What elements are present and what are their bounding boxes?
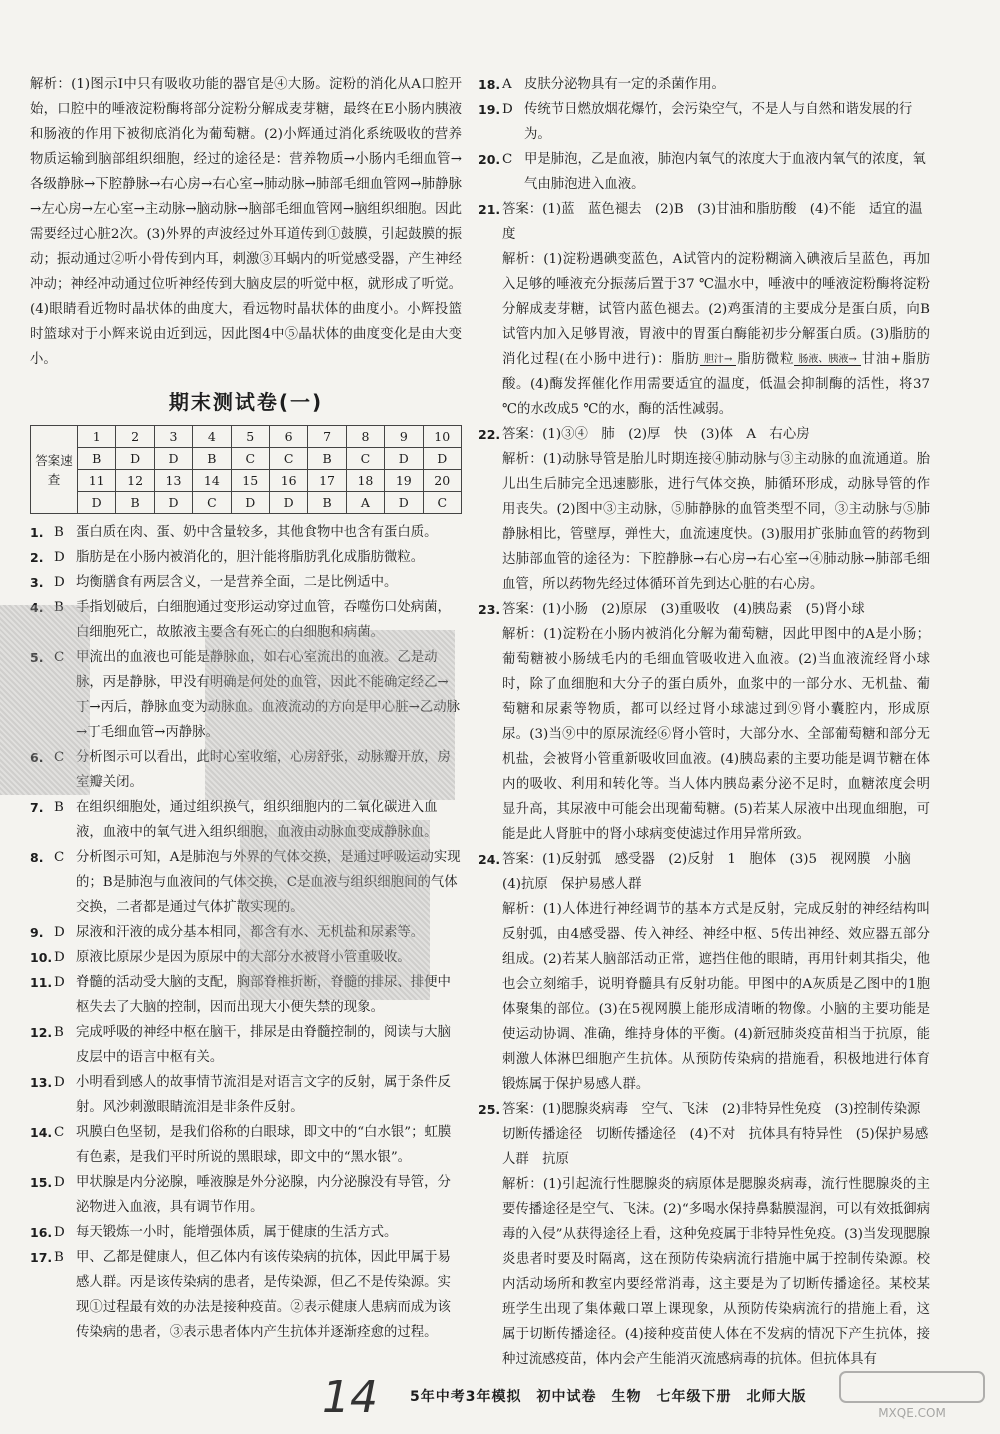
answer-letter-cell: B	[116, 492, 154, 514]
answer-letter-cell: A	[346, 492, 384, 514]
answer-letter-cell: B	[308, 448, 346, 470]
item-explanation: 小明看到感人的故事情节流泪是对语言文字的反射，属于条件反射。风沙刺激眼睛流泪是非条件反射。	[76, 1075, 451, 1115]
answer-letter-cell: C	[269, 448, 307, 470]
item-number: 4.	[30, 600, 44, 615]
answer-letter-cell: D	[154, 492, 192, 514]
item-number: 7.	[30, 800, 44, 815]
answer-number-cell: 1	[78, 426, 116, 448]
item-explanation: 脊髓的活动受大脑的支配，胸部脊椎折断，脊髓的排尿、排便中枢失去了大脑的控制，因而出现大小便失禁的现象。	[76, 975, 451, 1015]
answer-letter-cell: D	[78, 492, 116, 514]
item-answer-letter: A	[502, 77, 512, 92]
q21-answer: 答案：(1)蓝 蓝色褪去 (2)B (3)甘油和脂肪酸 (4)不能 适宜的温度	[502, 202, 923, 242]
item-number: 19.	[478, 102, 501, 117]
item-answer-letter: D	[54, 1225, 65, 1240]
item-explanation: 每天锻炼一小时，能增强体质，属于健康的生活方式。	[76, 1225, 398, 1240]
item-number: 17.	[30, 1250, 53, 1265]
item-number: 1.	[30, 525, 44, 540]
answer-table-label: 答案速查	[31, 426, 78, 514]
item-explanation: 均衡膳食有两层含义，一是营养全面，二是比例适中。	[76, 575, 398, 590]
item-number: 8.	[30, 850, 44, 865]
item-number: 2.	[30, 550, 44, 565]
answer-item	[478, 147, 930, 197]
item-number: 22.	[478, 427, 501, 442]
arrow-enzyme: 肠液、胰液→	[794, 354, 860, 366]
item-explanation: 分析图示可知，A是肺泡与外界的气体交换，是通过呼吸运动实现的；B是肺泡与血液间的气体交换，C是血液与组织细胞间的气体交换，二者都是通过气体扩散实现的。	[76, 850, 461, 915]
right-answer-list	[478, 72, 930, 197]
item-answer: 答案：(1)小肠 (2)原尿 (3)重吸收 (4)胰岛素 (5)肾小球	[502, 602, 865, 617]
item-answer: 答案：(1)腮腺炎病毒 空气、飞沫 (2)非特异性免疫 (3)控制传染源 切断传播途径 切断传播途径 (4)不对 抗体具有特异性 (5)保护易感人群 抗原	[502, 1102, 934, 1167]
item-explanation: 解析：(1)人体进行神经调节的基本方式是反射，完成反射的神经结构叫反射弧，由4感受器、传入神经、神经中枢、5传出神经、效应器五部分组成。(2)若某人脑部活动正常，遮挡住他的眼睛，再用针刺其指尖，他也会立刻缩手，说明脊髓具有反射功能。甲图中的A灰质是乙图中的1胞体聚集的部位。(3)在5视网膜上能形成清晰的物像。小脑的主要功能是使运动协调、准确，维持身体的平衡。(4)新冠肺炎疫苗相当于抗原，能刺激人体淋巴细胞产生抗体。从预防传染病的措施看，积极地进行体育锻炼属于保护易感人群。	[502, 902, 930, 1092]
answer-item	[478, 97, 930, 147]
item-number: 13.	[30, 1075, 53, 1090]
item-number: 14.	[30, 1125, 53, 1140]
item-explanation: 甲是肺泡，乙是血液，肺泡内氧气的浓度大于血液内氧气的浓度，氧气由肺泡进入血液。	[524, 152, 926, 192]
item-answer-letter: C	[502, 152, 513, 167]
answer-letter-cell: D	[385, 448, 423, 470]
item-answer-letter: D	[54, 1075, 65, 1090]
item-explanation: 手指划破后，白细胞通过变形运动穿过血管，吞噬伤口处病菌，白细胞死亡，故脓液主要含有死亡的白细胞和病菌。	[76, 600, 451, 640]
item-number: 23.	[478, 602, 501, 617]
item-answer-letter: D	[54, 575, 65, 590]
right-column	[478, 72, 934, 1372]
item-number: 3.	[30, 575, 44, 590]
item-answer-letter: B	[54, 525, 64, 540]
answer-item	[30, 545, 462, 570]
answer-number-cell: 4	[193, 426, 231, 448]
item-explanation: 在组织细胞处，通过组织换气，组织细胞内的二氧化碳进入血液，血液中的氧气进入组织细胞，血液由动脉血变成静脉血。	[76, 800, 438, 840]
intro-paragraph: 解析：(1)图示Ⅰ中只有吸收功能的器官是④大肠。淀粉的消化从A口腔开始，口腔中的唾液淀粉酶将部分淀粉分解成麦芽糖，最终在E小肠内胰液和肠液的作用下被彻底消化为葡萄糖。(2)小辉通过消化系统吸收的营养物质运输到脑部组织细胞，经过的途径是：营养物质→小肠内毛细血管→各级静脉→下腔静脉→右心房→右心室→肺动脉→肺部毛细血管网→肺静脉→左心房→左心室→主动脉→脑动脉→脑部毛细血管网→脑组织细胞。因此需要经过心脏2次。(3)外界的声波经过外耳道传到①鼓膜，引起鼓膜的振动；振动通过②听小骨传到内耳，刺激③耳蜗内的听觉感受器，产生神经冲动；神经冲动通过位听神经传到大脑皮层的听觉中枢，就形成了听觉。(4)眼睛看近物时晶状体的曲度大，看远物时晶状体的曲度小。小辉投篮时篮球对于小辉来说由近到远，因此图4中⑤晶状体的曲度变化是由大变小。	[30, 77, 462, 367]
answer-number-cell: 8	[346, 426, 384, 448]
answer-letter-cell: D	[154, 448, 192, 470]
answer-number-cell: 2	[116, 426, 154, 448]
answer-number-cell: 9	[385, 426, 423, 448]
item-answer-letter: B	[54, 1025, 64, 1040]
exam-title: 期末测试卷(一)	[168, 390, 324, 414]
item-number: 25.	[478, 1102, 501, 1117]
answer-number-cell: 17	[308, 470, 346, 492]
answer-number-cell: 19	[385, 470, 423, 492]
item-number: 18.	[478, 77, 501, 92]
answer-number-cell: 10	[423, 426, 461, 448]
handwritten-page-number: 14	[322, 1372, 378, 1423]
svg-text:MXQE.COM: MXQE.COM	[878, 1406, 946, 1420]
item-answer-letter: C	[54, 1125, 65, 1140]
item-number: 20.	[478, 152, 501, 167]
answer-item	[30, 1245, 462, 1345]
answer-letter-cell: D	[269, 492, 307, 514]
answer-number-cell: 16	[269, 470, 307, 492]
q21-end: 甘油+脂肪酸。(4)酶发挥催化作用需要适宜的温度，低温会抑制酶的活性，将37 ℃的水改成5 ℃的水，酶的活性减弱。	[502, 352, 930, 417]
item-explanation: 完成呼吸的神经中枢在脑干，排尿是由脊髓控制的，阅读与大脑皮层中的语言中枢有关。	[76, 1025, 451, 1065]
item-explanation: 甲流出的血液也可能是静脉血，如右心室流出的血液。乙是动脉，丙是静脉，甲没有明确是何处的血管，因此不能确定经乙→丁→丙后，静脉血变为动脉血。血液流动的方向是甲心脏→乙动脉→丁毛细血管→丙静脉。	[76, 650, 460, 740]
answer-letter-cell: C	[346, 448, 384, 470]
item-answer-letter: D	[54, 975, 65, 990]
answer-letter-cell: D	[423, 448, 461, 470]
answer-letter-cell: D	[116, 448, 154, 470]
answer-item	[30, 570, 462, 595]
item-answer-letter: D	[54, 1175, 65, 1190]
item-explanation: 传统节日燃放烟花爆竹，会污染空气，不是人与自然和谐发展的行为。	[524, 102, 913, 142]
item-answer: 答案：(1)③④ 肺 (2)厚 快 (3)体 A 右心房	[502, 427, 810, 442]
scan-smudge	[205, 630, 455, 800]
q21-num: 21.	[478, 202, 501, 217]
answer-letter-cell: B	[78, 448, 116, 470]
item-answer-letter: D	[502, 102, 513, 117]
scan-smudge	[240, 820, 430, 1000]
item-explanation: 分析图示可以看出，此时心室收缩，心房舒张，动脉瓣开放，房室瓣关闭。	[76, 750, 451, 790]
long-answer-block	[478, 847, 930, 1097]
item-explanation: 解析：(1)淀粉在小肠内被消化分解为葡萄糖，因此甲图中的A是小肠；葡萄糖被小肠绒毛内的毛细血管吸收进入血液。(2)当血液流经肾小球时，除了血细胞和大分子的蛋白质外，血浆中的一部分水、无机盐、葡萄糖和尿素等物质，都可以经过肾小球滤过到⑨肾小囊腔内，形成原尿。(3)当⑨中的原尿流经⑥肾小管时，大部分水、全部葡萄糖和部分无机盐，会被肾小管重新吸收回血液。(4)胰岛素的主要功能是调节糖在体内的吸收、利用和转化等。当人体内胰岛素分泌不足时，血糖浓度会明显升高，其尿液中可能会出现葡萄糖。(5)若某人尿液中出现血细胞，可能是此人肾脏中的肾小球病变使滤过作用异常所致。	[502, 627, 930, 842]
arrow-bile: 胆汁→	[700, 354, 736, 366]
item-answer-letter: B	[54, 1250, 64, 1265]
item-answer-letter: D	[54, 550, 65, 565]
footer-book-title: 5年中考3年模拟 初中试卷 生物 七年级下册 北师大版	[410, 1389, 807, 1405]
scan-smudge	[0, 605, 90, 795]
answer-number-cell: 5	[231, 426, 269, 448]
item-explanation: 巩膜白色坚韧，是我们俗称的白眼球，即文中的“白水银”；虹膜有色素，是我们平时所说的黑眼球，即文中的“黑水银”。	[76, 1125, 452, 1165]
answer-number-cell: 15	[231, 470, 269, 492]
item-answer-letter: B	[54, 800, 64, 815]
answer-item	[30, 1220, 462, 1245]
item-answer-letter: C	[54, 650, 65, 665]
item-explanation: 解析：(1)动脉导管是胎儿时期连接④肺动脉与③主动脉的血流通道。胎儿出生后肺完全迅速膨胀，进行气体交换，肺循环形成，动脉导管的作用丧失。(2)图中③主动脉，⑤肺静脉的血管类型不同，③主动脉与⑤肺静脉相比，管壁厚，弹性大，血流速度快。(3)服用扩张肺血管的药物到达肺部血管的途径为：下腔静脉→右心房→右心室→④肺动脉→肺部毛细血管，所以药物先经过体循环首先到达心脏的右心房。	[502, 452, 930, 592]
q21-exp-text: 解析：(1)淀粉遇碘变蓝色，A试管内的淀粉糊滴入碘液后呈蓝色，再加入足够的唾液充分振荡后置于37 ℃温水中，唾液中的唾液淀粉酶将淀粉分解成麦芽糖，试管内蓝色褪去。(2)鸡蛋清的主要成分是蛋白质，向B试管内加入足够胃液，胃液中的胃蛋白酶能初步分解蛋白质。(3)脂肪的消化过程(在小肠中进行)：脂肪	[502, 252, 930, 367]
item-explanation: 尿液和汗液的成分基本相同，都含有水、无机盐和尿素等。	[76, 925, 425, 940]
q21-explanation	[478, 247, 930, 422]
answer-number-cell: 7	[308, 426, 346, 448]
q21-block	[478, 197, 930, 422]
answer-number-cell: 20	[423, 470, 461, 492]
item-number: 15.	[30, 1175, 53, 1190]
item-explanation: 解析：(1)引起流行性腮腺炎的病原体是腮腺炎病毒，流行性腮腺炎的主要传播途径是空气、飞沫。(2)“多喝水保持鼻黏膜湿润，可以有效抵御病毒的入侵”从获得途径上看，这种免疫属于非特异性免疫。(3)当发现腮腺炎患者时要及时隔离，这在预防传染病流行措施中属于控制传染源。校内活动场所和教室内要经常消毒，这主要是为了切断传播途径。某校某班学生出现了集体戴口罩上课现象，从预防传染病流行的措施上看，这属于切断传播途径。(4)接种疫苗使人体在不发病的情况下产生抗体，接种过流感疫苗，体内会产生能消灭流感病毒的抗体。但抗体具有	[502, 1177, 930, 1367]
item-explanation: 原液比原尿少是因为原尿中的大部分水被肾小管重吸收。	[76, 950, 411, 965]
item-explanation: 脂肪是在小肠内被消化的，胆汁能将脂肪乳化成脂肪微粒。	[76, 550, 425, 565]
answer-item	[30, 1170, 462, 1220]
item-explanation: 蛋白质在肉、蛋、奶中含量较多，其他食物中也含有蛋白质。	[76, 525, 438, 540]
item-number: 6.	[30, 750, 44, 765]
answer-row-nums1	[31, 426, 462, 448]
answer-number-cell: 11	[78, 470, 116, 492]
right-long-answers	[478, 422, 934, 1372]
item-number: 11.	[30, 975, 53, 990]
item-number: 9.	[30, 925, 44, 940]
answer-number-cell: 6	[269, 426, 307, 448]
answer-item	[30, 520, 462, 545]
answer-number-cell: 3	[154, 426, 192, 448]
answer-item	[478, 72, 930, 97]
q21-mid: 脂肪微粒	[736, 352, 795, 367]
item-answer-letter: C	[54, 850, 65, 865]
answer-number-cell: 12	[116, 470, 154, 492]
item-answer-letter: D	[54, 950, 65, 965]
item-number: 12.	[30, 1025, 53, 1040]
answer-letter-cell: C	[423, 492, 461, 514]
item-answer-letter: D	[54, 925, 65, 940]
long-answer-block	[478, 1097, 934, 1372]
watermark-logo	[836, 1368, 988, 1422]
answer-table	[30, 425, 462, 514]
answer-letter-cell: B	[308, 492, 346, 514]
answer-letter-cell: B	[193, 448, 231, 470]
item-number: 24.	[478, 852, 501, 867]
item-number: 5.	[30, 650, 44, 665]
answer-letter-cell: D	[231, 492, 269, 514]
answer-letter-cell: C	[193, 492, 231, 514]
answer-number-cell: 18	[346, 470, 384, 492]
answer-item	[30, 1020, 462, 1070]
item-number: 16.	[30, 1225, 53, 1240]
answer-number-cell: 13	[154, 470, 192, 492]
answer-number-cell: 14	[193, 470, 231, 492]
item-answer-letter: C	[54, 750, 65, 765]
answer-letter-cell: C	[231, 448, 269, 470]
item-explanation: 皮肤分泌物具有一定的杀菌作用。	[524, 77, 725, 92]
item-number: 10.	[30, 950, 53, 965]
item-answer-letter: B	[54, 600, 64, 615]
item-explanation: 甲、乙都是健康人，但乙体内有该传染病的抗体，因此甲属于易感人群。丙是该传染病的患者，是传染源，但乙不是传染源。实现①过程最有效的办法是接种疫苗。②表示健康人患病而成为该传染病的患者，③表示患者体内产生抗体并逐渐痊愈的过程。	[76, 1250, 451, 1340]
answer-item	[30, 1120, 462, 1170]
answer-item	[30, 1070, 462, 1120]
item-explanation: 甲状腺是内分泌腺，唾液腺是外分泌腺，内分泌腺没有导管，分泌物进入血液，具有调节作用。	[76, 1175, 451, 1215]
answer-letter-cell: D	[385, 492, 423, 514]
long-answer-block	[478, 597, 930, 847]
long-answer-block	[478, 422, 930, 597]
item-answer: 答案：(1)反射弧 感受器 (2)反射 1 胞体 (3)5 视网膜 小脑 (4)抗原 保护易感人群	[502, 852, 925, 892]
